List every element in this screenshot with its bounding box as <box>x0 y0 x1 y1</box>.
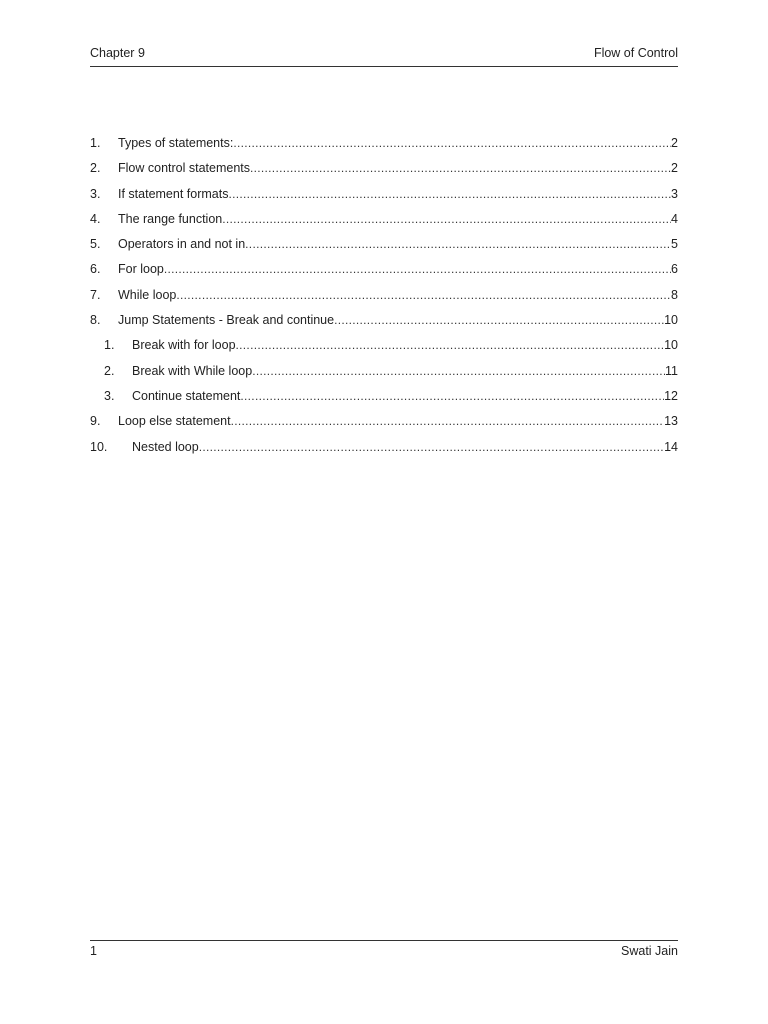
page-footer <box>90 940 678 958</box>
toc-entry-title: Nested loop <box>132 439 199 454</box>
toc-dot-leader <box>228 186 671 202</box>
header-chapter: Chapter 9 <box>90 46 145 60</box>
toc-subentry[interactable] <box>90 337 678 362</box>
toc-entry-number: 3. <box>90 186 101 201</box>
toc-entry-number: 3. <box>104 388 115 403</box>
toc-dot-leader <box>245 236 671 252</box>
toc-entry-number: 1. <box>90 136 101 150</box>
toc-entry[interactable] <box>90 211 678 236</box>
toc-entry-number: 4. <box>90 211 101 226</box>
toc-entry-title: Loop else statement <box>118 414 231 429</box>
toc-entry-title: Break with While loop <box>132 363 253 378</box>
toc-entry-page: 13 <box>664 414 678 429</box>
toc-entry-number: 10. <box>90 439 108 454</box>
toc-entry[interactable] <box>90 135 678 160</box>
toc-entry-title: Types of statements: <box>118 136 234 150</box>
toc-entry-title: While loop <box>118 287 177 302</box>
toc-dot-leader <box>233 135 671 151</box>
toc-entry[interactable] <box>90 160 678 185</box>
toc-dot-leader <box>240 388 664 404</box>
toc-entry-title: Break with for loop <box>132 338 236 353</box>
toc-entry-page: 12 <box>664 388 678 403</box>
toc-entry-title: Flow control statements <box>118 161 250 176</box>
toc-entry-title: If statement formats <box>118 186 229 201</box>
toc-entry-title: The range function <box>118 211 223 226</box>
toc-entry-page: 8 <box>671 287 678 302</box>
toc-entry-page: 4 <box>671 211 678 226</box>
toc-entry-title: Continue statement <box>132 388 241 403</box>
toc-entry-title: For loop <box>118 262 164 277</box>
toc-entry-number: 2. <box>90 161 101 176</box>
toc-dot-leader <box>199 439 664 455</box>
toc-entry-title: Jump Statements - Break and continue <box>118 313 335 328</box>
toc-dot-leader <box>236 337 665 353</box>
toc-entry[interactable] <box>90 312 678 337</box>
toc-subentry[interactable] <box>90 388 678 413</box>
toc-entry[interactable] <box>90 186 678 211</box>
toc-dot-leader <box>334 312 664 328</box>
footer-page-number: 1 <box>90 944 97 958</box>
toc-entry-page: 10 <box>664 338 678 353</box>
footer-author: Swati Jain <box>621 944 678 958</box>
toc-entry-number: 1. <box>104 338 115 353</box>
toc-entry-page: 5 <box>671 237 678 252</box>
toc-entry-page: 11 <box>665 363 678 378</box>
toc-dot-leader <box>164 261 671 277</box>
toc-entry-page: 3 <box>671 186 678 201</box>
toc-entry-number: 8. <box>90 313 101 328</box>
header-title: Flow of Control <box>593 46 678 60</box>
toc-entry-page: 6 <box>671 262 678 277</box>
toc-entry[interactable] <box>90 413 678 438</box>
toc-dot-leader <box>176 287 671 303</box>
toc-dot-leader <box>222 211 671 227</box>
toc-dot-leader <box>231 413 665 429</box>
toc-entry[interactable] <box>90 287 678 312</box>
toc-entry-title: Operators in and not in <box>118 237 246 252</box>
toc-entry-page: 2 <box>671 136 678 150</box>
toc-entry-number: 9. <box>90 414 101 429</box>
toc-entry-page: 10 <box>664 313 678 328</box>
toc-dot-leader <box>250 160 671 176</box>
toc-entry-number: 7. <box>90 287 101 302</box>
toc-entry-page: 14 <box>664 439 678 454</box>
toc-entry-number: 2. <box>104 363 115 378</box>
toc-dot-leader <box>252 363 665 379</box>
page-header <box>90 46 678 67</box>
toc-subentry[interactable] <box>90 363 678 388</box>
toc-entry-number: 6. <box>90 262 101 277</box>
toc-entry[interactable] <box>90 439 678 464</box>
toc-entry-page: 2 <box>671 161 678 176</box>
toc-entry[interactable] <box>90 261 678 286</box>
toc-entry[interactable] <box>90 236 678 261</box>
toc-entry-number: 5. <box>90 237 101 252</box>
table-of-contents <box>90 135 678 464</box>
